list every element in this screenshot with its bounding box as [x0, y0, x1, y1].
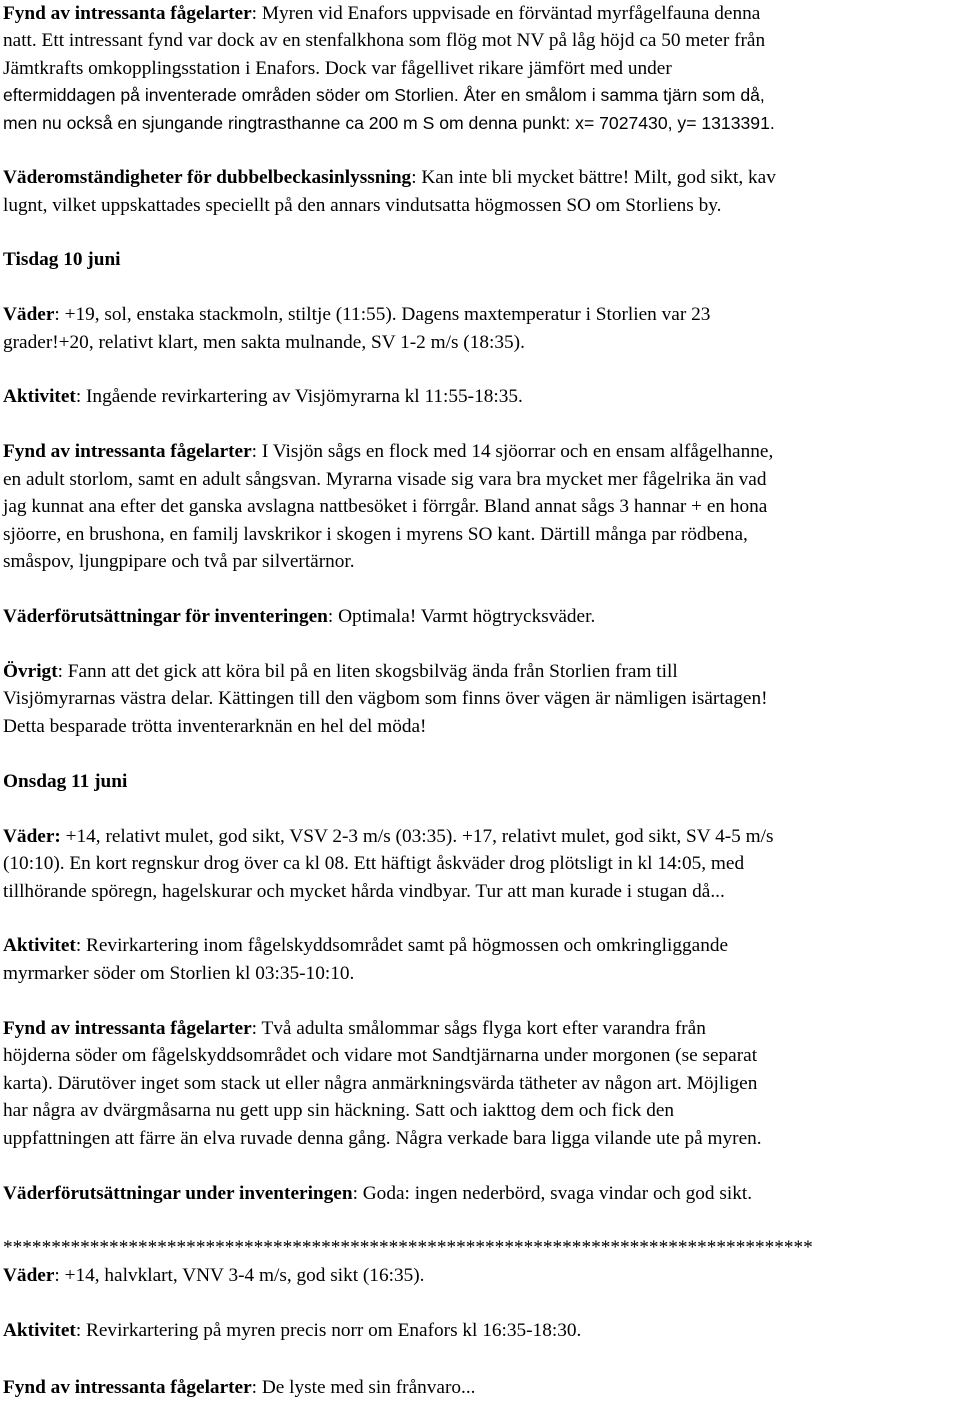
line-text: : Goda: ingen nederbörd, svaga vindar och god sikt.	[352, 1183, 753, 1204]
line-text: : De lyste med sin frånvaro...	[251, 1377, 476, 1398]
line-text: myrmarker söder om Storlien kl 03:35-10:10.	[3, 963, 355, 984]
text-line	[3, 27, 765, 55]
line-text: uppfattningen att färre än elva ruvade denna gång. Några verkade bara ligga vilande ute på myren.	[3, 1128, 762, 1149]
line-text: karta). Därutöver inget som stack ut eller några anmärkningsvärda tätheter av någon art. Möjligen	[3, 1073, 758, 1094]
line-text: höjderna söder om fågelskyddsområdet och vidare mot Sandtjärnarna under morgonen (se separat	[3, 1045, 758, 1066]
text-line	[3, 383, 523, 411]
text-line	[3, 466, 767, 494]
text-line	[3, 932, 728, 960]
text-line	[3, 1125, 762, 1153]
line-text: ************************************************************************************	[3, 1237, 813, 1258]
text-line	[3, 1180, 752, 1208]
text-line	[3, 493, 767, 521]
bold-label: Väderomständigheter för dubbelbeckasinlyssning	[3, 167, 412, 188]
text-line	[3, 658, 678, 686]
text-line	[3, 0, 760, 28]
text-line	[3, 1317, 581, 1345]
text-line	[3, 1042, 757, 1070]
line-text: sjöorre, en brushona, en familj lavskrikor i skogen i myrens SO kant. Därtill många par rödbena,	[3, 524, 748, 545]
bold-label: Väder	[3, 1265, 55, 1286]
line-text: natt. Ett intressant fynd var dock av en stenfalkhona som flög mot NV på låg höjd ca 50 meter från	[3, 30, 766, 51]
bold-label: Fynd av intressanta fågelarter	[3, 3, 252, 24]
text-line	[3, 1262, 424, 1290]
line-text: : +19, sol, enstaka stackmoln, stiltje (11:55). Dagens maxtemperatur i Storlien var 23	[54, 304, 711, 325]
text-line	[3, 823, 773, 851]
bold-label: Tisdag 10 juni	[3, 249, 121, 270]
text-line	[3, 110, 775, 138]
line-text: lugnt, vilket uppskattades speciellt på den annars vindutsatta högmossen SO om Storliens by.	[3, 195, 722, 216]
text-line	[3, 685, 768, 713]
text-line	[3, 1070, 757, 1098]
text-line	[3, 521, 748, 549]
bold-label: Väderförutsättningar under inventeringen	[3, 1183, 353, 1204]
line-text: : Fann att det gick att köra bil på en liten skogsbilväg ända från Storlien fram till	[57, 661, 678, 682]
text-line	[3, 164, 776, 192]
text-line	[3, 548, 355, 576]
text-line	[3, 713, 426, 741]
text-line	[3, 82, 765, 110]
bold-label: Övrigt	[3, 661, 58, 682]
text-line	[3, 850, 744, 878]
line-text: en adult storlom, samt en adult sångsvan. Myrarna visade sig vara bra mycket mer fågelrika än vad	[3, 469, 767, 490]
line-text: : Kan inte bli mycket bättre! Milt, god sikt, kav	[411, 167, 776, 188]
line-text: : Ingående revirkartering av Visjömyrarna kl 11:55-18:35.	[75, 386, 523, 407]
text-line	[3, 603, 595, 631]
bold-label: Fynd av intressanta fågelarter	[3, 1377, 252, 1398]
text-line	[3, 192, 721, 220]
text-line	[3, 1097, 674, 1125]
line-text: Visjömyrarnas västra delar. Kättingen till den vägbom som finns över vägen är nämligen isärtagen!	[3, 688, 768, 709]
text-line	[3, 246, 121, 274]
line-text: : Optimala! Varmt högtrycksväder.	[327, 606, 596, 627]
line-text: (10:10). En kort regnskur drog över ca kl 08. Ett häftigt åskväder drog plötsligt in kl 14:05, med	[3, 853, 745, 874]
line-text: eftermiddagen på inventerade områden söder om Storlien. Åter en smålom i samma tjärn som då,	[3, 85, 765, 105]
text-line	[3, 329, 525, 357]
bold-label: Aktivitet	[3, 386, 76, 407]
bold-label: Onsdag 11 juni	[3, 771, 128, 792]
line-text: : Två adulta smålommar sågs flyga kort efter varandra från	[251, 1018, 706, 1039]
bold-label: Aktivitet	[3, 935, 76, 956]
text-line	[3, 1015, 706, 1043]
text-line	[3, 960, 354, 988]
line-text: : +14, halvklart, VNV 3-4 m/s, god sikt (16:35).	[54, 1265, 425, 1286]
bold-label: Fynd av intressanta fågelarter	[3, 441, 252, 462]
text-line	[3, 1234, 813, 1262]
line-text: har några av dvärgmåsarna nu gett upp sin häckning. Satt och iakttog dem och fick den	[3, 1100, 675, 1121]
line-text: grader!+20, relativt klart, men sakta mulnande, SV 1-2 m/s (18:35).	[3, 332, 525, 353]
line-text: Detta besparade trötta inventerarknän en hel del möda!	[3, 716, 427, 737]
bold-label: Fynd av intressanta fågelarter	[3, 1018, 252, 1039]
line-text: men nu också en sjungande ringtrasthanne ca 200 m S om denna punkt: x= 7027430, y= 1313391.	[3, 113, 775, 133]
line-text: småspov, ljungpipare och två par silvertärnor.	[3, 551, 355, 572]
line-text: : Revirkartering på myren precis norr om Enafors kl 16:35-18:30.	[75, 1320, 582, 1341]
line-text: tillhörande spöregn, hagelskurar och mycket hårda vindbyar. Tur att man kurade i stugan då...	[3, 881, 725, 902]
line-text: Jämtkrafts omkopplingsstation i Enafors. Dock var fågellivet rikare jämfört med under	[3, 58, 672, 79]
text-line	[3, 1374, 476, 1402]
bold-label: Väderförutsättningar för inventeringen	[3, 606, 328, 627]
bold-label: Aktivitet	[3, 1320, 76, 1341]
bold-label: Väder	[3, 304, 55, 325]
text-line	[3, 438, 773, 466]
text-line	[3, 878, 725, 906]
line-text: : Revirkartering inom fågelskyddsområdet samt på högmossen och omkringliggande	[75, 935, 729, 956]
line-text: jag kunnat ana efter det ganska avslagna nattbesöket i förrgår. Bland annat sågs 3 hannar + en hona	[3, 496, 768, 517]
text-line	[3, 768, 127, 796]
text-line	[3, 55, 672, 83]
line-text: : I Visjön sågs en flock med 14 sjöorrar och en ensam alfågelhanne,	[251, 441, 774, 462]
text-line	[3, 301, 710, 329]
bold-label: Väder:	[3, 826, 61, 847]
line-text: : Myren vid Enafors uppvisade en förväntad myrfågelfauna denna	[251, 3, 761, 24]
line-text: +14, relativt mulet, god sikt, VSV 2-3 m/s (03:35). +17, relativt mulet, god sikt, SV 4-5 m/s	[60, 826, 774, 847]
